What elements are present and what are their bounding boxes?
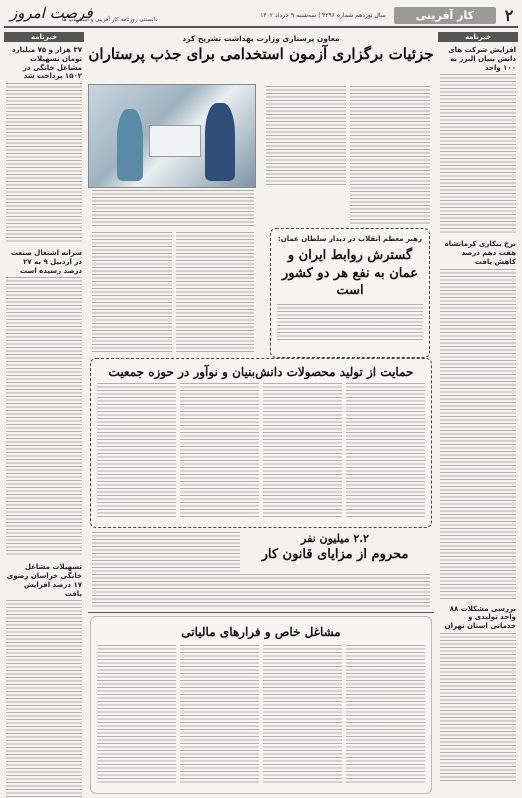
logo-tagline: دانستنی روزنامه کار آفرینی و استارتاپ ها (62, 17, 158, 23)
knowledge-box-column-1 (346, 383, 425, 519)
workers-story-body-2 (92, 532, 240, 608)
lead-story-body-column-1 (350, 86, 430, 226)
tax-story-box (90, 616, 432, 794)
left-brief-1-title: ۳۷ هزار و ۷۵ میلیارد تومان تسهیلات مشاغل خانگی در ۱۵۰۲ پرداخت شد (12, 46, 82, 81)
knowledge-box-column-3 (180, 383, 259, 519)
lead-story-headline: جزئیات برگزاری آزمون استخدامی برای جذب پرستاران (88, 45, 434, 63)
oman-story-column-2 (176, 232, 254, 354)
workers-story-body-1 (240, 574, 430, 608)
lead-story-kicker: معاون پرستاری وزارت بهداشت تشریح کرد (182, 34, 340, 43)
workers-story-kicker: ۲.۲ میلیون نفر (301, 532, 369, 545)
section-title: کار آفرینی (394, 7, 496, 24)
workers-story-header (240, 532, 430, 562)
oman-story-column-1 (92, 232, 172, 354)
tax-box-column-2 (263, 645, 342, 783)
right-news-column (438, 32, 518, 794)
lead-story-body-column-2 (266, 86, 346, 186)
left-brief-3-body (6, 600, 82, 798)
left-brief-3-title: تسهیلات مشاغل خانگی خراسان رضوی ۱۷ درصد افزایش یافت (6, 563, 82, 598)
tax-box-column-4 (97, 645, 176, 783)
masthead (4, 4, 518, 28)
tax-box-columns (97, 645, 425, 783)
oman-box-body (277, 304, 423, 340)
right-brief-3-body (440, 633, 516, 783)
knowledge-box-column-4 (97, 383, 176, 519)
knowledge-box-columns (97, 383, 425, 519)
right-brief-1-title: افزایش شرکت های دانش بنیان البرز به ۱۰۰ واحد (448, 46, 516, 72)
left-column-header: خبرنامه (4, 32, 84, 42)
right-column-header: خبرنامه (438, 32, 518, 42)
section-divider (88, 612, 434, 613)
tax-box-title: مشاغل خاص و فرارهای مالیاتی (181, 625, 341, 639)
nurses-photo (88, 84, 256, 188)
issue-meta: سال نوزدهم شماره ۴۲۹۶ | سه‌شنبه ۹ خرداد ۱۴۰۲ (260, 11, 386, 19)
right-brief-3-title: بررسی مشکلات ۸۸ واحد تولیدی و خدماتی استان تهران (444, 604, 516, 630)
knowledge-box-title: حمایت از تولید محصولات دانش‌بنیان و نوآور در حوزه جمعیت (108, 365, 414, 379)
photo-equipment (149, 125, 201, 157)
left-brief-1-body (6, 83, 82, 243)
workers-story-headline: محروم از مزایای قانون کار (261, 547, 409, 562)
photo-figure-2 (205, 103, 235, 181)
knowledge-box-column-2 (263, 383, 342, 519)
photo-figure-1 (117, 109, 143, 181)
photo-caption-text (92, 190, 254, 226)
newspaper-logo: فرصت امروز (10, 4, 93, 22)
left-news-column (4, 32, 84, 794)
page-number: ۲ (504, 5, 514, 25)
oman-box-title: گسترش روابط ایران و عمان به نفع هر دو کشور است (282, 248, 418, 299)
right-brief-1-body (440, 74, 516, 234)
tax-box-column-1 (346, 645, 425, 783)
oman-box-kicker: رهبر معظم انقلاب در دیدار سلطان عمان: (277, 235, 423, 243)
left-brief-2-body (6, 277, 82, 557)
oman-news-box (270, 228, 430, 358)
right-brief-2-title: نرخ بیکاری کرمانشاه هفت دهم درصد کاهش یافت (444, 240, 516, 266)
right-brief-2-body (440, 269, 516, 599)
left-brief-2-title: سرانه اشتغال صنعت در اردبیل ۹ به ۲۷ درصد رسیده است (10, 249, 82, 275)
tax-box-column-3 (180, 645, 259, 783)
knowledge-products-box (90, 358, 432, 528)
